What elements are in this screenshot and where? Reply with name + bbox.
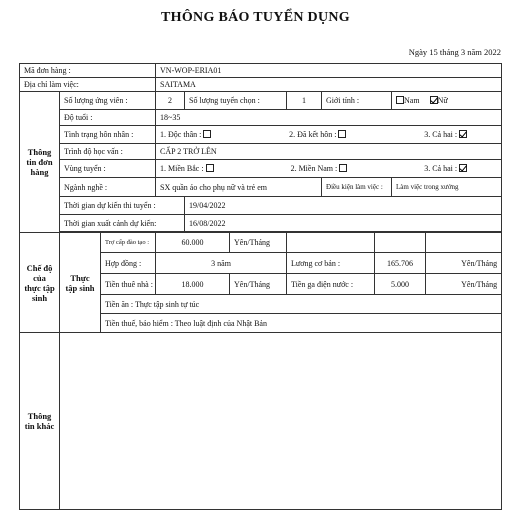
industry-label: Ngành nghề :: [60, 178, 156, 197]
region-north-checkbox[interactable]: [206, 164, 214, 172]
education-row: [20, 144, 502, 160]
utilities-label: Tiền ga điện nước :: [287, 274, 375, 295]
base-salary-value: 165.706: [375, 253, 426, 274]
work-address-value: SAITAMA: [156, 78, 502, 92]
empty-cell-b: [375, 233, 426, 253]
rent-value: 18.000: [156, 274, 230, 295]
document-title: THÔNG BÁO TUYỂN DỤNG: [161, 10, 350, 25]
work-condition-label: Điều kiện làm việc :: [322, 178, 392, 197]
utilities-value: 5.000: [375, 274, 426, 295]
age-value: 18~35: [156, 110, 502, 126]
rent-unit: Yên/Tháng: [230, 274, 287, 295]
exam-date-value: 19/04/2022: [185, 197, 502, 215]
recruit-count-label: Số lượng ứng viên :: [60, 92, 156, 110]
document-date: Ngày 15 tháng 3 năm 2022: [408, 47, 501, 57]
empty-cell-c: [426, 233, 502, 253]
exam-date-row: [20, 197, 502, 215]
recruitment-form: [19, 63, 502, 510]
region-both-text: 3. Cả hai :: [424, 164, 458, 173]
region-label: Vùng tuyển :: [60, 160, 156, 178]
order-code-value: VN-WOP-ERIA01: [156, 64, 502, 78]
meals-text: Tiền ăn : Thực tập sinh tự túc: [101, 295, 502, 314]
departure-value: 16/08/2022: [185, 215, 502, 232]
training-allowance-value: 60.000: [156, 233, 230, 253]
industry-row: [20, 178, 502, 197]
regime-sub-title: Thực tập sinh: [60, 233, 101, 333]
training-allowance-row: [20, 233, 502, 253]
other-info-row: [20, 333, 502, 510]
work-address-row: [20, 78, 502, 92]
recruit-count-value: 2: [156, 92, 185, 110]
region-north-text: 1. Miền Bắc :: [160, 164, 204, 173]
education-value: CẤP 2 TRỞ LÊN: [156, 144, 502, 160]
marital-both-text: 3. Cả hai :: [424, 130, 458, 139]
region-row: [20, 160, 502, 178]
age-row: [20, 110, 502, 126]
education-label: Trình độ học vấn :: [60, 144, 156, 160]
gender-male-checkbox[interactable]: [396, 96, 404, 104]
exam-date-label: Thời gian dự kiến thi tuyển :: [60, 197, 185, 215]
gender-label: Giới tính :: [322, 92, 392, 110]
other-info-section-title: Thông tin khác: [20, 333, 60, 510]
regime-section-title: Chế độ của thực tập sinh: [20, 233, 60, 333]
base-salary-unit: Yên/Tháng: [426, 253, 502, 274]
empty-cell-a: [287, 233, 375, 253]
contract-label: Hợp đồng :: [101, 253, 156, 274]
rent-label: Tiền thuê nhà :: [101, 274, 156, 295]
marital-options: [156, 126, 502, 144]
marital-married-text: 2. Đã kết hôn :: [289, 130, 337, 139]
industry-value: SX quần áo cho phụ nữ và trẻ em: [156, 178, 322, 197]
order-code-row: [20, 64, 502, 78]
order-code-label: Mã đơn hàng :: [20, 64, 156, 78]
training-allowance-unit: Yên/Tháng: [230, 233, 287, 253]
marital-married-checkbox[interactable]: [338, 130, 346, 138]
order-info-section-title: Thông tin đơn hàng: [20, 92, 60, 233]
select-count-label: Số lượng tuyển chọn :: [185, 92, 287, 110]
base-salary-label: Lương cơ bản :: [287, 253, 375, 274]
age-label: Độ tuổi :: [60, 110, 156, 126]
contract-value: 3 năm: [156, 253, 287, 274]
gender-female-checkbox[interactable]: [430, 96, 438, 104]
training-allowance-label: Trợ cấp đào tạo :: [101, 233, 156, 253]
marital-single-text: 1. Độc thân :: [160, 130, 202, 139]
other-info-content[interactable]: [60, 333, 502, 510]
region-south-text: 2. Miền Nam :: [290, 164, 338, 173]
marital-both-checkbox[interactable]: [459, 130, 467, 138]
gender-options: [392, 92, 502, 110]
region-both-checkbox[interactable]: [459, 164, 467, 172]
marital-single-checkbox[interactable]: [203, 130, 211, 138]
departure-row: [20, 215, 502, 232]
gender-male-text: Nam: [404, 96, 420, 105]
order-info-row-count: [20, 92, 502, 110]
marital-row: [20, 126, 502, 144]
select-count-value: 1: [287, 92, 322, 110]
region-south-checkbox[interactable]: [339, 164, 347, 172]
region-options: [156, 160, 502, 178]
departure-label: Thời gian xuất cảnh dự kiến:: [60, 215, 185, 232]
gender-female-text: Nữ: [437, 96, 448, 105]
work-condition-value: Làm việc trong xưởng: [392, 178, 502, 197]
tax-text: Tiền thuế, bảo hiểm : Theo luật định của Nhật Bản: [101, 314, 502, 333]
utilities-unit: Yên/Tháng: [426, 274, 502, 295]
work-address-label: Địa chỉ làm việc:: [20, 78, 156, 92]
marital-label: Tình trạng hôn nhân :: [60, 126, 156, 144]
